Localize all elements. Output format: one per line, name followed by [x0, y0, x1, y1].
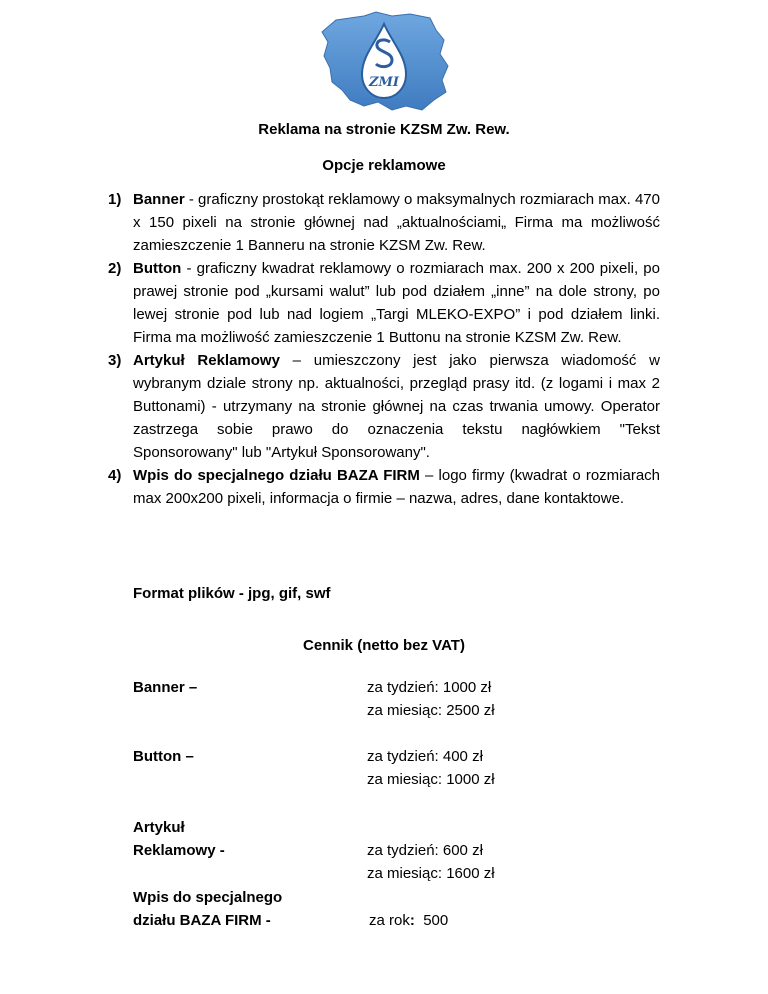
price-label-article-line1: Artykuł	[133, 819, 185, 836]
list-item	[100, 188, 660, 257]
price-banner-week: za tydzień: 1000 zł	[367, 679, 492, 696]
price-label-baza-line2: działu BAZA FIRM -	[133, 912, 271, 929]
price-label-article-line2: Reklamowy -	[133, 842, 225, 859]
price-article-month: za miesiąc: 1600 zł	[367, 865, 495, 882]
price-article-week: za tydzień: 600 zł	[367, 842, 483, 859]
logo-letters: ZMI	[369, 75, 399, 90]
option-name: Banner	[133, 191, 185, 208]
price-baza-year	[369, 909, 448, 932]
options-list	[100, 188, 660, 510]
list-item	[100, 464, 660, 510]
section-subtitle: Opcje reklamowe	[322, 157, 446, 174]
price-button-week: za tydzień: 400 zł	[367, 748, 483, 765]
list-number: 4)	[108, 467, 122, 484]
price-label-baza-line1: Wpis do specjalnego	[133, 889, 283, 906]
page-title: Reklama na stronie KZSM Zw. Rew.	[258, 121, 510, 138]
price-button-month: za miesiąc: 1000 zł	[367, 771, 495, 788]
list-item	[100, 257, 660, 349]
price-list-title: Cennik (netto bez VAT)	[303, 637, 465, 654]
option-name: Artykuł Reklamowy	[133, 352, 280, 369]
kzsm-logo	[306, 10, 462, 114]
list-number: 3)	[108, 352, 122, 369]
option-text: – logo firmy (kwadrat o rozmiarach max 200x200 pixeli, informacja o firmie – nazwa, adres, dane kontaktowe.	[133, 467, 661, 507]
price-baza-year-prefix: za rok	[369, 912, 410, 929]
list-item	[100, 349, 660, 464]
option-text: – umieszczony jest jako pierwsza wiadomość w wybranym dziale strony np. aktualności, przegląd prasy itd. (z logami i max 2 Buttonami) - utrzymany na stronie głównej na czas trwania umowy. Operator zastrzega sobie prawo do oznaczenia tekstu nagłówkiem "Tekst Sponsorowany" lub "Artykuł Sponsorowany".	[133, 352, 660, 461]
price-baza-year-colon: :	[409, 912, 415, 929]
option-name: Button	[133, 260, 182, 277]
price-label-banner: Banner –	[133, 679, 198, 696]
price-baza-year-value: 500	[414, 912, 449, 929]
option-text: - graficzny prostokąt reklamowy o maksymalnych rozmiarach max. 470 x 150 pixeli na stronie głównej nad „aktualnościami„ Firma ma możliwość zamieszczenie 1 Banneru na stronie KZSM Zw. Rew.	[133, 191, 660, 254]
price-banner-month: za miesiąc: 2500 zł	[367, 702, 495, 719]
price-label-button: Button –	[133, 748, 194, 765]
list-number: 1)	[108, 191, 122, 208]
file-format-note: Format plików - jpg, gif, swf	[133, 585, 331, 602]
option-text: - graficzny kwadrat reklamowy o rozmiarach max. 200 x 200 pixeli, po prawej stronie pod „kursami walut” lub pod działem „inne” na dole strony, po lewej stronie pod lub nad logiem „Targi MLEKO-EXPO” i pod działem linki. Firma ma możliwość zamieszczenie 1 Buttonu na stronie KZSM Zw. Rew.	[133, 260, 660, 346]
list-number: 2)	[108, 260, 122, 277]
option-name: Wpis do specjalnego działu BAZA FIRM	[133, 467, 420, 484]
